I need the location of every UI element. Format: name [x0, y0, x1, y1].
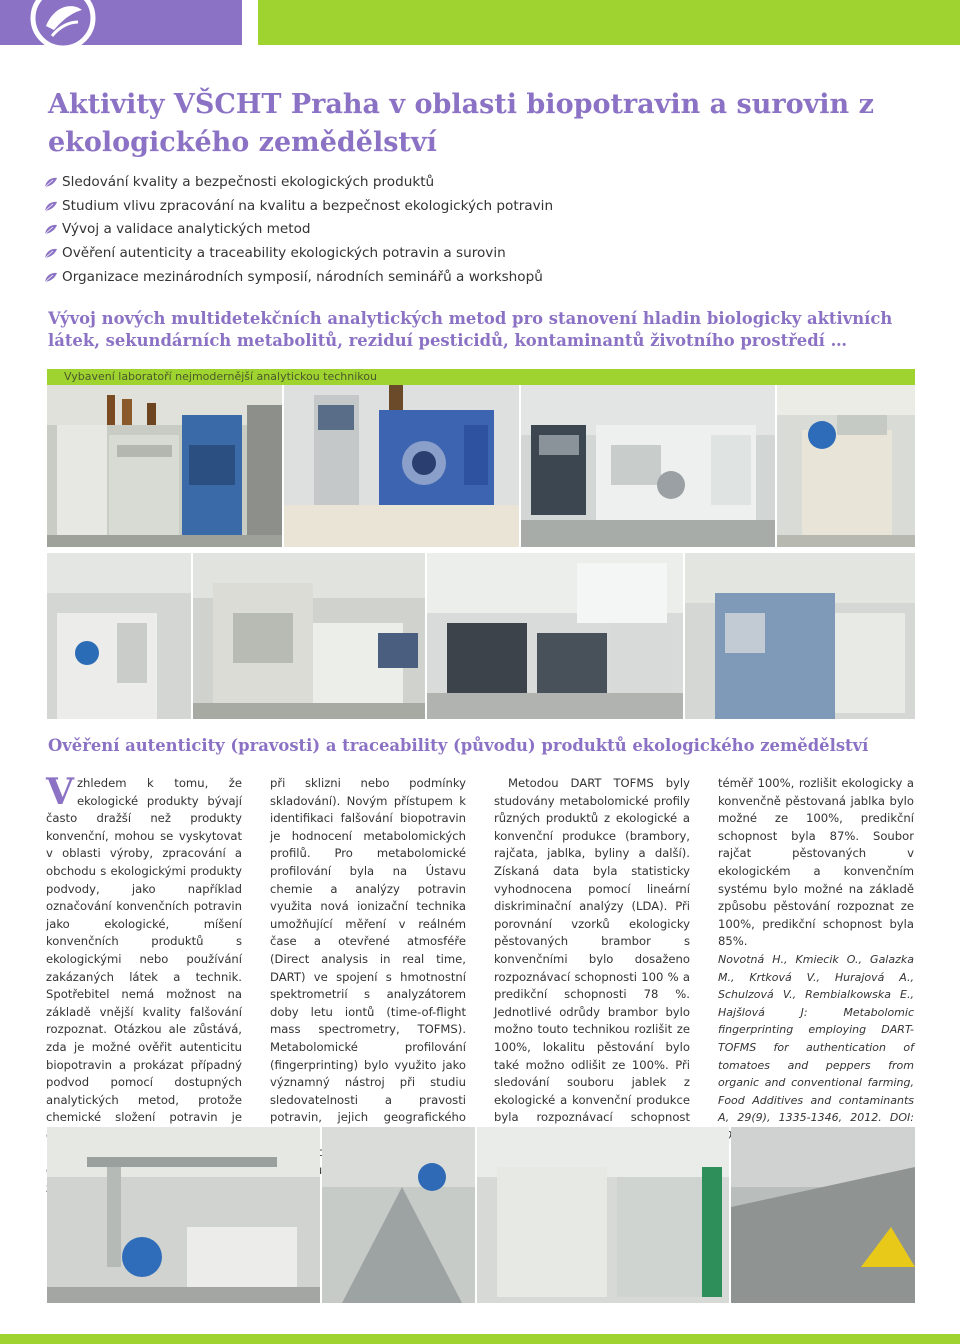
- leaf-bullet-icon: [44, 223, 58, 235]
- reference-citation: Novotná H., Kmiecik O., Galazka M., Krtková V., Hurajová A., Schulzová V., Rembialkowska E., Hajšlová J: Metabolomic fingerprinting employing DART-TOFMS for authentication of tomatoes and peppers from organic and conventional farming, Food Additives and contaminants A, 29(9), 1335-1346, 2012. DOI:: [718, 952, 914, 1125]
- activity-list: [44, 170, 553, 288]
- list-item-text: Ověření autenticity a traceability ekologických potravin a surovin: [62, 244, 506, 261]
- list-item: [44, 194, 553, 218]
- page-title: Aktivity VŠCHT Praha v oblasti biopotravin a surovin z ekologického zemědělství: [48, 89, 874, 158]
- photo-caption-banner: [47, 369, 915, 385]
- column-text: zhledem k tomu, že ekologické produkty bývají často dražší než produkty konvenční, mohou se vyskytovat v oblasti výroby, zpracování a obchodu s ekologickými produkty podvody, jako například označování konvenčních potravin jako ekologické, míšení konvenčních produktů s ekologickými nebo používání zakázaných látek a technik. Spotřebitel nemá možnost na základě vnější kvality falšování rozpoznat. Otázkou ale zůstává, zda je možné ověřit autenticitu biopotravin a prokázat případný podvod pomocí dostupných analytických metod, protože chemické složení potravin je: [46, 776, 242, 1125]
- lab-photo-dart-source: [777, 385, 915, 547]
- header-bar-green: [258, 0, 960, 45]
- leaf-bullet-icon: [44, 271, 58, 283]
- list-item: [44, 170, 553, 194]
- article-column-4: [718, 775, 914, 1144]
- list-item-text: Sledování kvality a bezpečnosti ekologických produktů: [62, 173, 435, 190]
- lab-photo-leco-pegasus: [193, 553, 425, 719]
- leaf-bullet-icon: [44, 176, 58, 188]
- lab-photo-hplc: [47, 385, 282, 547]
- photo-caption: Vybavení laboratoří nejmodernější analytickou technikou: [64, 370, 377, 383]
- lab-photo-spectrometer-room: [477, 1127, 729, 1303]
- drop-cap: V: [46, 771, 74, 813]
- column-text: téměř 100%, rozlišit ekologicky a konvenčně pěstovaná jablka bylo možné ze 100%, predikční schopnost byla 87%. Soubor rajčat pěstovaných v ekologickém a konvenčním systému bylo možné na základě způsobu pěstování rozpoznat ze 100%, predikční schopnost byla 85%.: [718, 776, 914, 949]
- lab-photo-instrument: [47, 553, 191, 719]
- section-heading-authenticity: Ověření autenticity (pravosti) a traceability (původu) produktů ekologického zemědělství: [48, 736, 869, 755]
- article-column-3: Metodou DART TOFMS byly studovány metabolomické profily různých produktů z ekologické a konvenční produkce (brambory, rajčata, jablka, byliny a další). Získaná data byla statisticky vyhodnocena pomocí lineární diskriminační analýzy (LDA). Při porovnání vzorků ekologicky pěstovaných brambor s konvenčními bylo dosaženo rozpoznávací schopnosti 100 % a predikční schopnosti 78 %. Jednotlivé odrůdy brambor bylo možno touto technikou rozlišit ze 100%, lokalitu pěstování bylo také možno odlišit ze 100%. Při sledování souboru jablek z ekologické a konvenční produkce byla rozpoznávací schopnost: [494, 776, 690, 1125]
- list-item: [44, 217, 553, 241]
- lab-photo-ion-source: [322, 1127, 475, 1303]
- list-item: [44, 265, 553, 289]
- leaf-bullet-icon: [44, 247, 58, 259]
- leaf-bullet-icon: [44, 200, 58, 212]
- list-item: [44, 241, 553, 265]
- lab-photo-mass-spectrometer: [284, 385, 519, 547]
- lab-photo-metal-housing: [731, 1127, 915, 1303]
- leaf-circle-icon: [30, 0, 96, 50]
- lab-photo-lab-room: [427, 553, 683, 719]
- footer-bar-green: [0, 1334, 960, 1344]
- list-item-text: Organizace mezinárodních symposií, národních seminářů a workshopů: [62, 268, 543, 285]
- lab-photo-orbitrap: [685, 553, 915, 719]
- list-item-text: Vývoj a validace analytických metod: [62, 221, 311, 238]
- lab-photo-gc-ms: [521, 385, 775, 547]
- section-heading-methods: Vývoj nových multidetekčních analytických metod pro stanovení hladin biologicky aktivních látek, sekundárních metabolitů, reziduí pesticidů, kontaminantů životního prostředí …: [48, 309, 893, 350]
- list-item-text: Studium vlivu zpracování na kvalitu a bezpečnost ekologických potravin: [62, 197, 554, 214]
- lab-photo-autosampler: [47, 1127, 320, 1303]
- article-column-2: při sklizni nebo podmínky skladování). Novým přístupem k identifikaci falšování biopotravin je hodnocení metabolomických profilů. Pro metabolomické profilování byla na Ústavu chemie a analýzy potravin využita nová ionizační technika umožňující měření v reálném čase a otevřené atmosféře (Direct analysis in real time, DART) ve spojení s hmotnostní spektrometrií s analyzátorem doby letu iontů (time-of-flight mass spectrometry, TOFMS). Metabolomické profilování (fingerprinting) bylo využito jako významný nástroj při studiu sledovatelnosti a pravosti potravin, jejich geografického: [270, 776, 466, 1125]
